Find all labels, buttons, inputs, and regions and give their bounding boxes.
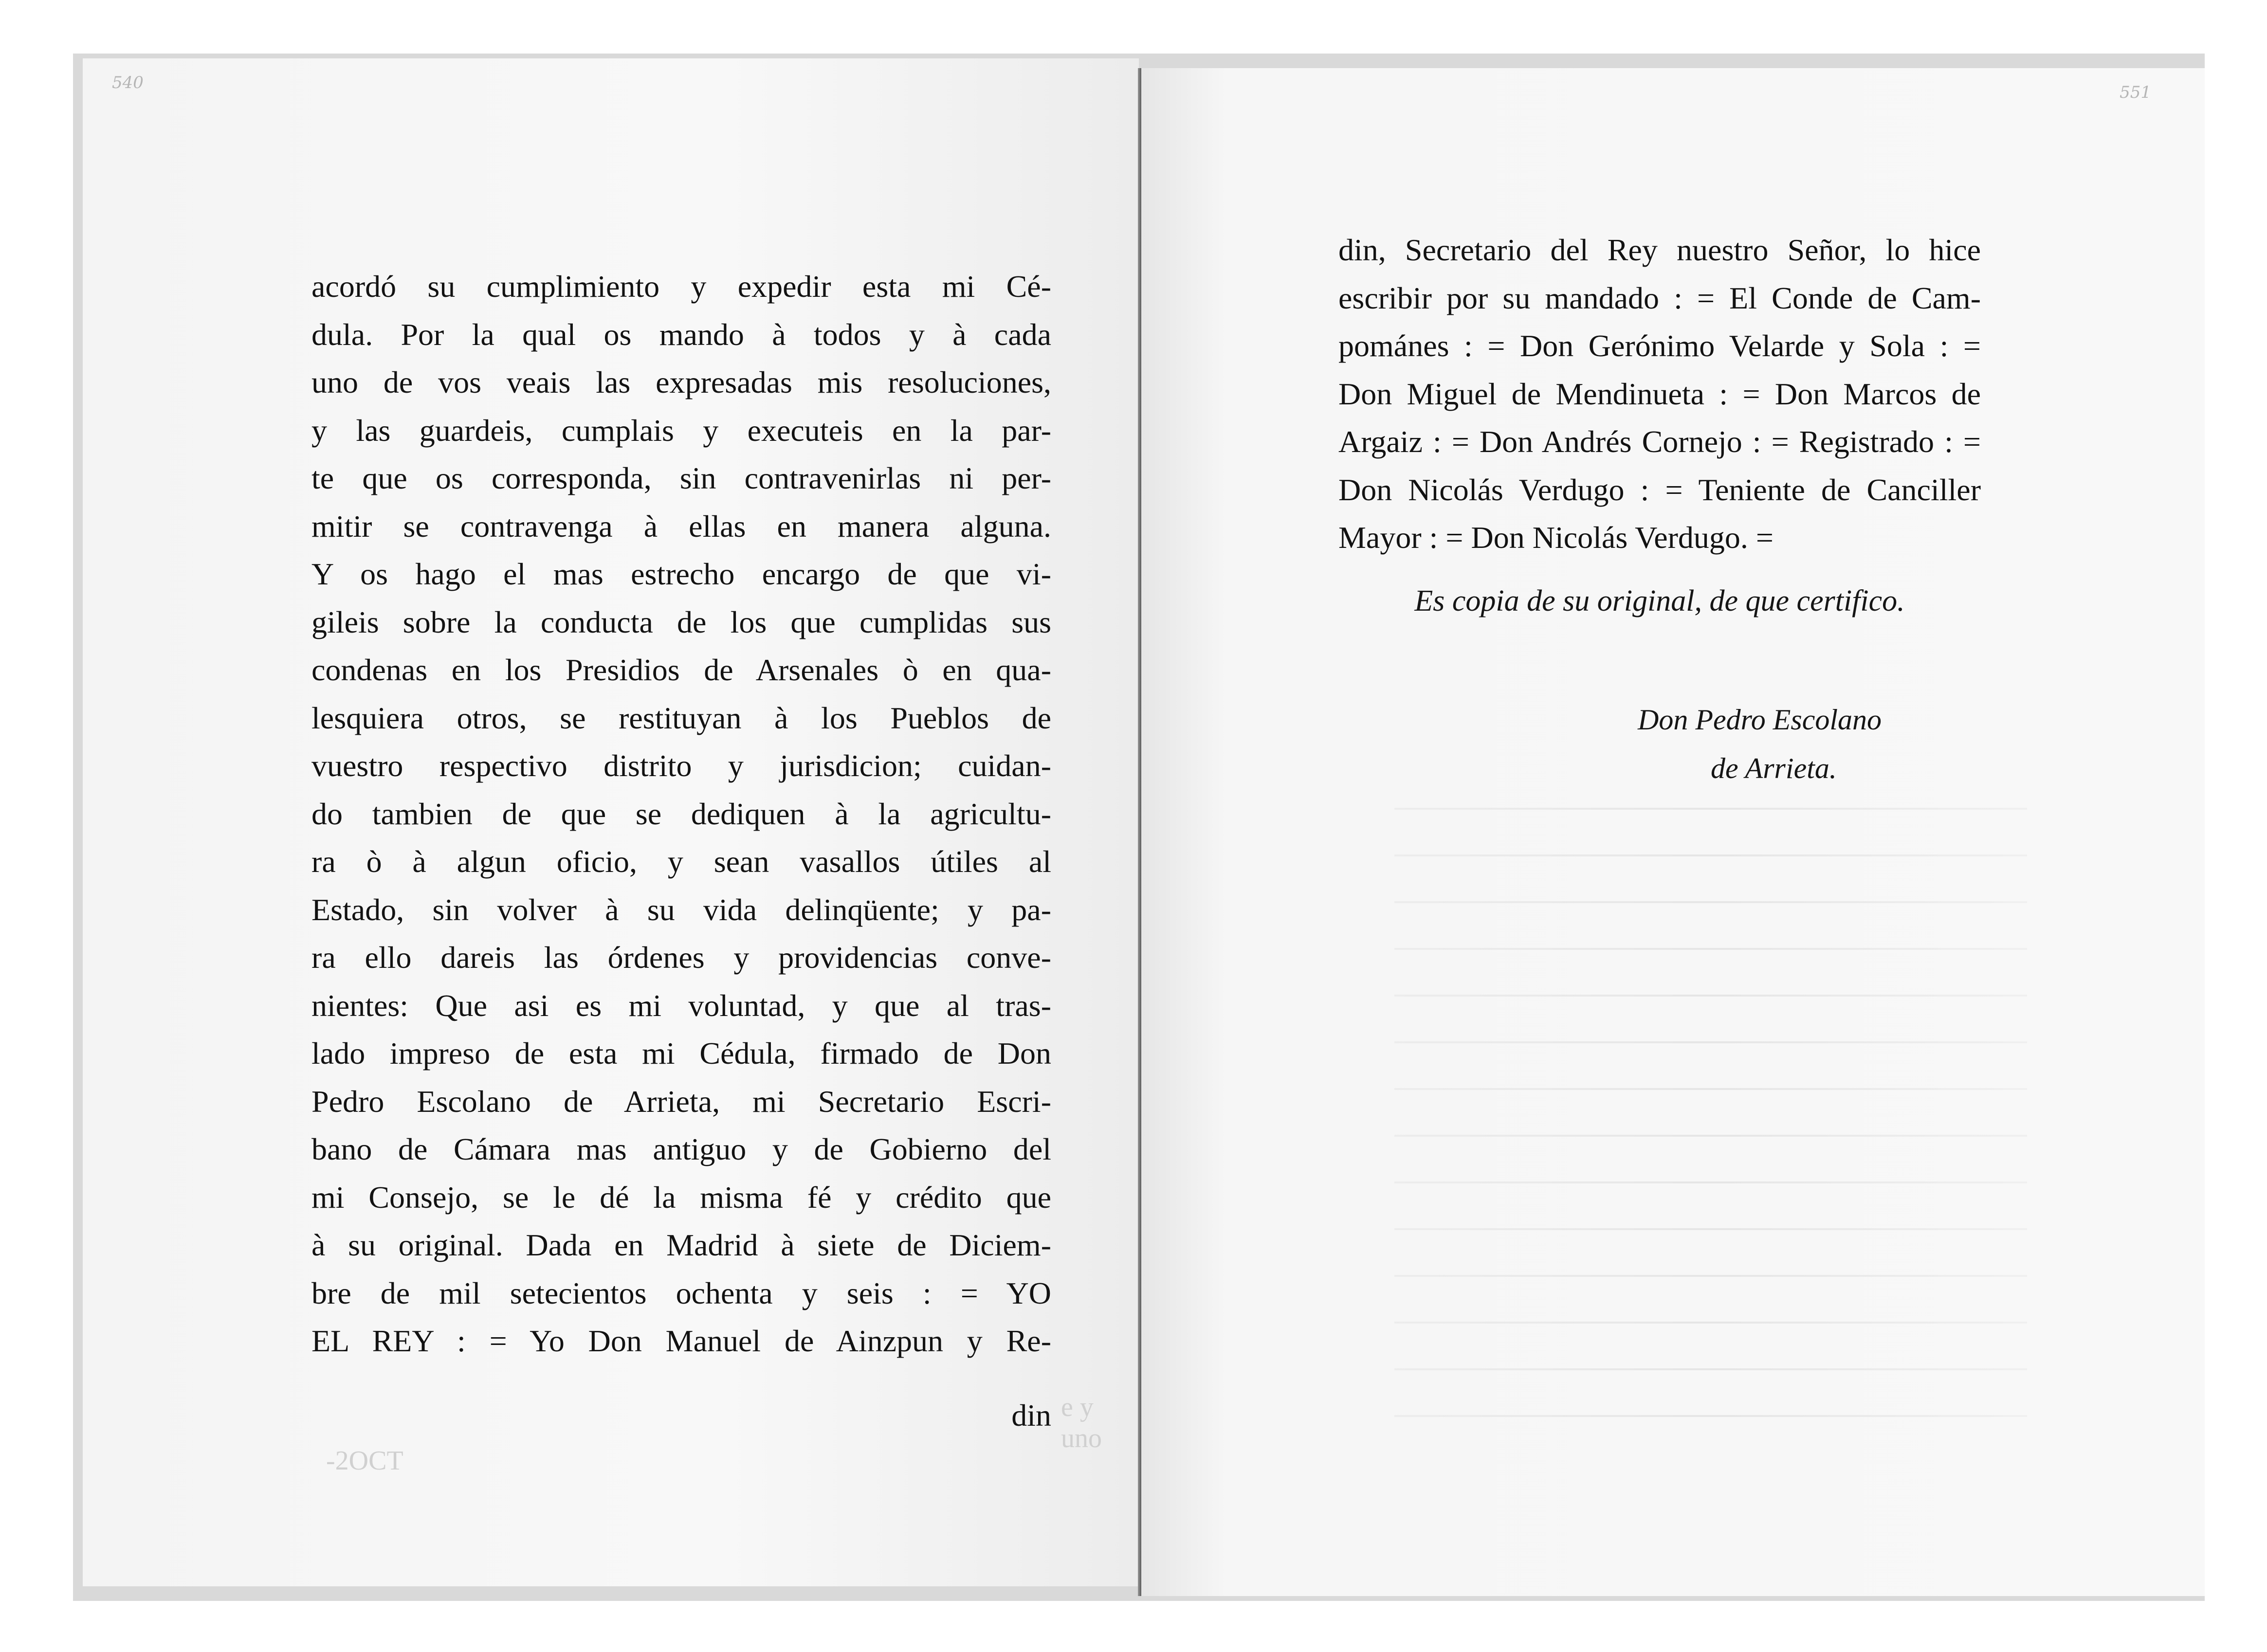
text-line: mitir se contravenga à ellas en manera alguna. xyxy=(311,508,1051,544)
text-line: EL REY : = Yo Don Manuel de Ainzpun y Re- xyxy=(311,1324,1051,1358)
left-page xyxy=(83,58,1139,1586)
text-line: te que os corresponda, sin contravenirlas ni per- xyxy=(311,461,1051,495)
text-line: bano de Cámara mas antiguo y de Gobierno del xyxy=(311,1132,1051,1166)
text-line: ra ò à algun oficio, y sean vasallos útiles al xyxy=(311,844,1051,879)
text-line: Don Nicolás Verdugo : = Teniente de Canciller xyxy=(1338,472,1981,507)
text-line: condenas en los Presidios de Arsenales ò en qua- xyxy=(311,653,1051,687)
bleed-through-text: -2OCT xyxy=(326,1446,403,1476)
text-line: vuestro respectivo distrito y jurisdicion; cuidan- xyxy=(311,748,1051,783)
text-line: lado impreso de esta mi Cédula, firmado de Don xyxy=(311,1036,1051,1071)
signature-line-2: de Arrieta. xyxy=(1711,752,1837,784)
text-line: à su original. Dada en Madrid à siete de Diciem- xyxy=(311,1228,1051,1262)
text-line: dula. Por la qual os mando à todos y à cada xyxy=(311,317,1051,352)
text-line: pománes : = Don Gerónimo Velarde y Sola : = xyxy=(1338,328,1981,363)
show-through-lines xyxy=(1394,808,2027,1462)
text-line: Mayor : = Don Nicolás Verdugo. = xyxy=(1338,520,1773,555)
text-line: y las guardeis, cumplais y executeis en la par- xyxy=(311,413,1051,448)
text-line: Argaiz : = Don Andrés Cornejo : = Registrado : = xyxy=(1338,424,1981,459)
text-line: Don Miguel de Mendinueta : = Don Marcos de xyxy=(1338,376,1981,411)
text-line: Estado, sin volver à su vida delinqüente; y pa- xyxy=(311,892,1051,927)
left-page-text xyxy=(311,263,1051,1365)
text-line: do tambien de que se dediquen à la agricultu- xyxy=(311,796,1051,831)
right-page-text xyxy=(1338,226,1981,562)
text-line: ra ello dareis las órdenes y providencias conve- xyxy=(311,940,1051,975)
text-line: acordó su cumplimiento y expedir esta mi Cé- xyxy=(311,269,1051,304)
signature-line-1: Don Pedro Escolano xyxy=(1638,704,1882,736)
text-line: nientes: Que asi es mi voluntad, y que al tras- xyxy=(311,988,1051,1023)
text-line: lesquiera otros, se restituyan à los Pueblos de xyxy=(311,700,1051,735)
text-line: gileis sobre la conducta de los que cumplidas sus xyxy=(311,604,1051,639)
text-line: mi Consejo, se le dé la misma fé y crédito que xyxy=(311,1180,1051,1215)
right-folio-number: 551 xyxy=(2120,83,2151,102)
right-page xyxy=(1141,68,2205,1596)
bleed-through-text: e y uno xyxy=(1061,1392,1102,1453)
text-line: din, Secretario del Rey nuestro Señor, lo hice xyxy=(1338,233,1981,267)
certification-note: Es copia de su original, de que certifico. xyxy=(1414,584,1905,617)
catchword: din xyxy=(1011,1398,1051,1433)
text-line: escribir por su mandado : = El Conde de Cam- xyxy=(1338,280,1981,315)
text-line: Pedro Escolano de Arrieta, mi Secretario Escri- xyxy=(311,1084,1051,1119)
text-line: uno de vos veais las expresadas mis resoluciones, xyxy=(311,365,1051,399)
text-line: Y os hago el mas estrecho encargo de que vi- xyxy=(311,557,1051,591)
left-folio-number: 540 xyxy=(112,73,144,92)
text-line: bre de mil setecientos ochenta y seis : = YO xyxy=(311,1275,1051,1310)
